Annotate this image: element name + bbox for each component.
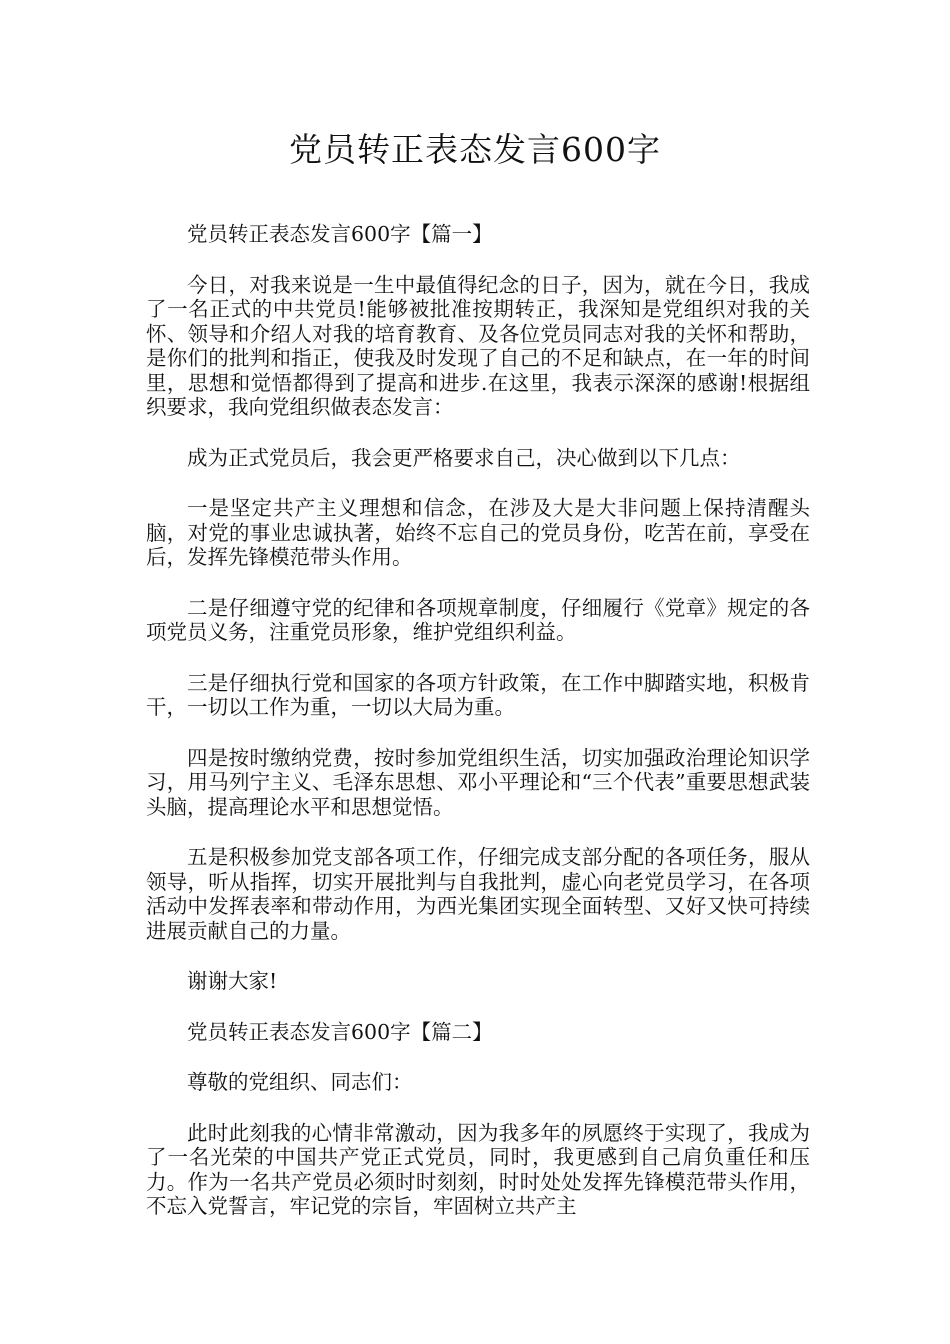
paragraph: 此时此刻我的心情非常激动，因为我多年的夙愿终于实现了，我成为了一名光荣的中国共产党正式党员，同时，我更感到自己肩负重任和压力。作为一名共产党员必须时时刻刻，时时处处发挥先锋模范带头作用，不忘入党誓言，牢记党的宗旨，牢固树立共产主 — [146, 1120, 810, 1218]
paragraph: 尊敬的党组织、同志们： — [187, 1070, 413, 1094]
document-title: 党员转正表态发言600字 — [289, 130, 661, 169]
section-heading-1: 党员转正表态发言600字【篇一】 — [187, 222, 493, 246]
paragraph: 四是按时缴纳党费，按时参加党组织生活，切实加强政治理论知识学习，用马列宁主义、毛泽东思想、邓小平理论和“三个代表”重要思想武装头脑，提高理论水平和思想觉悟。 — [146, 745, 810, 819]
paragraph: 二是仔细遵守党的纪律和各项规章制度，仔细履行《党章》规定的各项党员义务，注重党员形象，维护党组织利益。 — [146, 595, 810, 644]
paragraph: 三是仔细执行党和国家的各项方针政策，在工作中脚踏实地，积极肯干，一切以工作为重，一切以大局为重。 — [146, 670, 810, 719]
section-heading-2: 党员转正表态发言600字【篇二】 — [187, 1019, 493, 1044]
paragraph: 五是积极参加党支部各项工作，仔细完成支部分配的各项任务，服从领导，听从指挥，切实开展批判与自我批判，虚心向老党员学习，在各项活动中发挥表率和带动作用，为西光集团实现全面转型、又好又快可持续进展贡献自己的力量。 — [146, 845, 810, 943]
paragraph: 谢谢大家! — [187, 969, 278, 993]
paragraph: 今日，对我来说是一生中最值得纪念的日子，因为，就在今日，我成了一名正式的中共党员!能够被批准按期转正，我深知是党组织对我的关怀、领导和介绍人对我的培育教育、及各位党员同志对我的关怀和帮助，是你们的批判和指正，使我及时发现了自己的不足和缺点，在一年的时间里，思想和觉悟都得到了提高和进步.在这里，我表示深深的感谢!根据组织要求，我向党组织做表态发言： — [146, 272, 810, 419]
paragraph: 一是坚定共产主义理想和信念，在涉及大是大非问题上保持清醒头脑，对党的事业忠诚执著，始终不忘自己的党员身份，吃苦在前，享受在后，发挥先锋模范带头作用。 — [146, 496, 810, 569]
document-body — [146, 222, 810, 1245]
paragraph: 成为正式党员后，我会更严格要求自己，决心做到以下几点： — [187, 445, 741, 470]
